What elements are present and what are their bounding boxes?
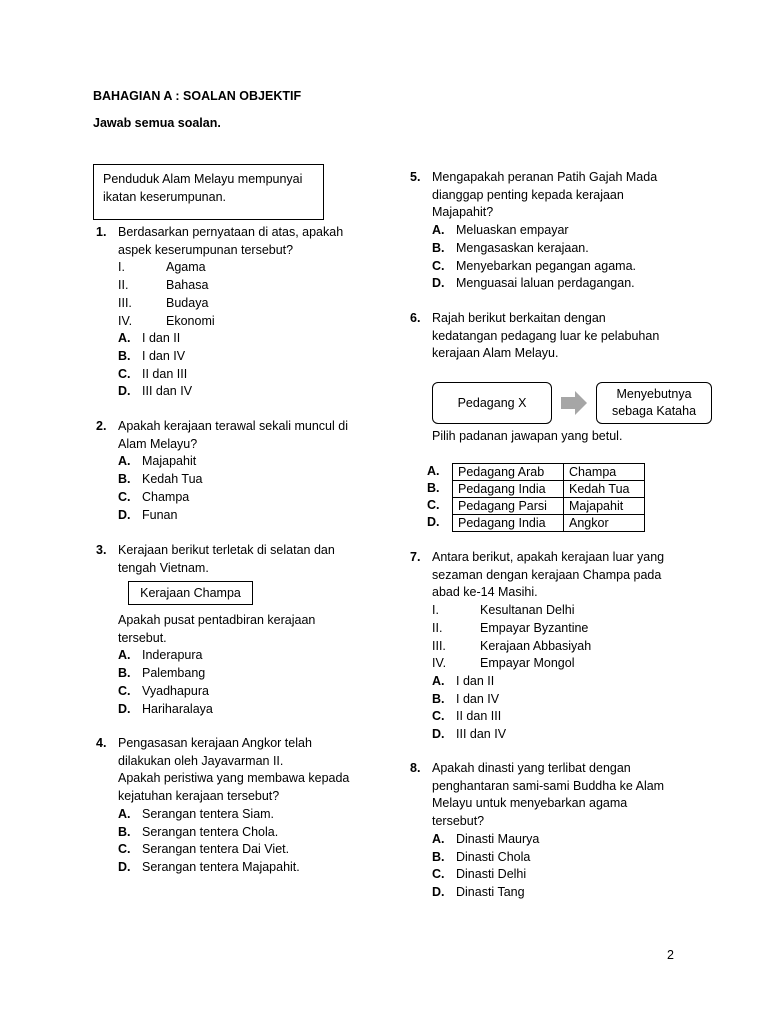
option-a bbox=[432, 831, 670, 849]
option-letter: C. bbox=[432, 709, 445, 724]
statement-text: Penduduk Alam Melayu mempunyai ikatan keserumpunan. bbox=[103, 172, 303, 204]
option-letter: D. bbox=[118, 701, 131, 716]
question-3 bbox=[96, 542, 356, 577]
option-letter: D. bbox=[432, 727, 445, 742]
option-letter: A. bbox=[118, 806, 131, 821]
option-text: Serangan tentera Majapahit. bbox=[142, 859, 300, 874]
option-letter: A. bbox=[118, 331, 131, 346]
roman-item bbox=[118, 277, 356, 295]
option-letter: B. bbox=[432, 849, 445, 864]
option-d bbox=[432, 275, 670, 293]
option-a bbox=[118, 806, 356, 824]
option-text: Vyadhapura bbox=[142, 683, 209, 698]
option-text: II dan III bbox=[142, 366, 188, 381]
question-5 bbox=[410, 169, 670, 293]
roman-text: Ekonomi bbox=[166, 313, 215, 328]
option-text: Hariharalaya bbox=[142, 701, 213, 716]
option-text: Serangan tentera Siam. bbox=[142, 806, 275, 821]
question-number: 5. bbox=[410, 170, 421, 184]
question-text: Apakah dinasti yang terlibat dengan penghantaran sami-sami Buddha ke Alam Melayu untuk menyebarkan agama tersebut? bbox=[432, 761, 665, 829]
option-text: Dinasti Delhi bbox=[456, 867, 527, 882]
question-text: Apakah kerajaan terawal sekali muncul di Alam Melayu? bbox=[118, 419, 348, 451]
table-row bbox=[453, 498, 645, 515]
option-a bbox=[432, 222, 670, 240]
option-letter: A. bbox=[432, 223, 445, 238]
table-letter: B. bbox=[427, 481, 440, 495]
menyebutnya-box bbox=[596, 382, 712, 424]
option-text: Serangan tentera Dai Viet. bbox=[142, 842, 290, 857]
option-text: III dan IV bbox=[456, 727, 507, 742]
question-number: 4. bbox=[96, 736, 107, 750]
instruction: Jawab semua soalan. bbox=[93, 116, 221, 130]
option-text: Inderapura bbox=[142, 648, 203, 663]
option-a bbox=[432, 673, 670, 691]
arrow-right-icon bbox=[561, 391, 587, 415]
roman-item bbox=[432, 655, 670, 673]
option-letter: C. bbox=[118, 842, 131, 857]
question-text: Pengasasan kerajaan Angkor telah dilakukan oleh Jayavarman II. bbox=[118, 736, 312, 768]
answer-table bbox=[452, 463, 645, 532]
table-cell: Pedagang Arab bbox=[453, 464, 564, 481]
question-3-body bbox=[118, 612, 356, 718]
question-number: 6. bbox=[410, 311, 421, 325]
question-7 bbox=[410, 549, 670, 744]
roman-text: Budaya bbox=[166, 295, 209, 310]
table-cell: Pedagang India bbox=[453, 515, 564, 532]
option-text: I dan IV bbox=[456, 691, 500, 706]
table-letter: C. bbox=[427, 498, 440, 512]
option-b bbox=[432, 691, 670, 709]
option-c bbox=[432, 708, 670, 726]
table-row bbox=[453, 464, 645, 481]
option-text: I dan IV bbox=[142, 348, 186, 363]
question-4 bbox=[96, 735, 356, 877]
option-text: Dinasti Maurya bbox=[456, 831, 540, 846]
question-text: Berdasarkan pernyataan di atas, apakah aspek keserumpunan tersebut? bbox=[118, 225, 344, 257]
roman-item bbox=[432, 602, 670, 620]
table-letter: D. bbox=[427, 515, 440, 529]
kerajaan-champa-box bbox=[128, 581, 253, 605]
roman-item bbox=[118, 295, 356, 313]
option-letter: C. bbox=[432, 258, 445, 273]
roman-numeral: I. bbox=[118, 260, 125, 275]
roman-numeral: I. bbox=[432, 603, 439, 618]
page-number: 2 bbox=[667, 948, 674, 962]
question-6 bbox=[410, 310, 670, 363]
option-text: Meluaskan empayar bbox=[456, 223, 569, 238]
option-c bbox=[118, 683, 356, 701]
option-c bbox=[118, 366, 356, 384]
question-number: 3. bbox=[96, 543, 107, 557]
roman-item bbox=[432, 638, 670, 656]
question-subtext: Apakah peristiwa yang membawa kepada kejatuhan kerajaan tersebut? bbox=[118, 771, 350, 804]
option-c bbox=[432, 866, 670, 884]
option-text: III dan IV bbox=[142, 384, 193, 399]
roman-text: Kerajaan Abbasiyah bbox=[480, 638, 592, 653]
option-letter: B. bbox=[118, 666, 131, 681]
option-letter: B. bbox=[432, 240, 445, 255]
table-cell: Angkor bbox=[564, 515, 645, 532]
option-text: I dan II bbox=[456, 673, 495, 688]
option-d bbox=[118, 859, 356, 877]
option-letter: B. bbox=[118, 348, 131, 363]
roman-numeral: II. bbox=[118, 278, 129, 293]
table-row bbox=[453, 515, 645, 532]
roman-numeral: IV. bbox=[432, 656, 447, 671]
diagram-left-label: Pedagang X bbox=[457, 395, 527, 410]
option-a bbox=[118, 330, 356, 348]
option-letter: C. bbox=[118, 683, 131, 698]
option-text: Mengasaskan kerajaan. bbox=[456, 240, 589, 255]
section-title: BAHAGIAN A : SOALAN OBJEKTIF bbox=[93, 89, 302, 103]
question-number: 2. bbox=[96, 419, 107, 433]
option-c bbox=[432, 258, 670, 276]
roman-text: Agama bbox=[166, 260, 206, 275]
roman-numeral: IV. bbox=[118, 313, 133, 328]
option-letter: A. bbox=[432, 831, 445, 846]
table-letter: A. bbox=[427, 464, 440, 478]
diagram-right-label: Menyebutnya sebaga Kataha bbox=[611, 387, 697, 418]
table-cell: Pedagang India bbox=[453, 481, 564, 498]
roman-text: Empayar Mongol bbox=[480, 656, 575, 671]
option-text: Palembang bbox=[142, 666, 206, 681]
question-1 bbox=[96, 224, 356, 401]
box-label: Kerajaan Champa bbox=[140, 586, 241, 600]
question-number: 1. bbox=[96, 225, 107, 239]
option-b bbox=[432, 849, 670, 867]
option-c bbox=[118, 841, 356, 859]
option-d bbox=[432, 884, 670, 902]
roman-item bbox=[118, 259, 356, 277]
option-letter: C. bbox=[432, 867, 445, 882]
roman-numeral: II. bbox=[432, 620, 443, 635]
roman-item bbox=[432, 620, 670, 638]
option-b bbox=[432, 240, 670, 258]
option-letter: D. bbox=[118, 859, 131, 874]
option-letter: D. bbox=[432, 884, 445, 899]
roman-numeral: III. bbox=[432, 638, 446, 653]
table-cell: Champa bbox=[564, 464, 645, 481]
option-letter: D. bbox=[118, 384, 131, 399]
roman-numeral: III. bbox=[118, 295, 132, 310]
option-letter: A. bbox=[118, 454, 131, 469]
question-number: 7. bbox=[410, 550, 421, 564]
statement-box bbox=[93, 164, 324, 220]
option-text: Menyebarkan pegangan agama. bbox=[456, 258, 636, 273]
table-cell: Majapahit bbox=[564, 498, 645, 515]
option-text: Serangan tentera Chola. bbox=[142, 824, 279, 839]
option-b bbox=[118, 348, 356, 366]
question-number: 8. bbox=[410, 761, 421, 775]
option-letter: A. bbox=[432, 673, 445, 688]
roman-text: Kesultanan Delhi bbox=[480, 603, 575, 618]
option-text: Dinasti Tang bbox=[456, 884, 525, 899]
option-text: Dinasti Chola bbox=[456, 849, 531, 864]
roman-text: Empayar Byzantine bbox=[480, 620, 589, 635]
option-a bbox=[118, 453, 356, 471]
option-c bbox=[118, 489, 356, 507]
question-text: Kerajaan berikut terletak di selatan dan tengah Vietnam. bbox=[118, 543, 335, 575]
option-text: II dan III bbox=[456, 709, 502, 724]
question-text: Rajah berikut berkaitan dengan kedatangan pedagang luar ke pelabuhan kerajaan Alam Melayu. bbox=[432, 311, 660, 361]
option-text: Kedah Tua bbox=[142, 472, 203, 487]
option-letter: B. bbox=[118, 824, 131, 839]
option-letter: C. bbox=[118, 489, 131, 504]
question-8 bbox=[410, 760, 670, 902]
option-letter: D. bbox=[432, 276, 445, 291]
option-b bbox=[118, 665, 356, 683]
option-letter: C. bbox=[118, 366, 131, 381]
option-d bbox=[118, 507, 356, 525]
option-d bbox=[118, 701, 356, 719]
option-text: I dan II bbox=[142, 331, 181, 346]
table-cell: Kedah Tua bbox=[564, 481, 645, 498]
question-2 bbox=[96, 418, 356, 524]
option-letter: B. bbox=[432, 691, 445, 706]
option-text: Menguasai laluan perdagangan. bbox=[456, 276, 635, 291]
option-d bbox=[432, 726, 670, 744]
option-b bbox=[118, 824, 356, 842]
option-letter: D. bbox=[118, 507, 131, 522]
roman-item bbox=[118, 313, 356, 331]
option-d bbox=[118, 383, 356, 401]
pedagang-x-box bbox=[432, 382, 552, 424]
option-letter: A. bbox=[118, 648, 131, 663]
option-letter: B. bbox=[118, 472, 131, 487]
option-text: Majapahit bbox=[142, 454, 197, 469]
table-row bbox=[453, 481, 645, 498]
question-subtext: Pilih padanan jawapan yang betul. bbox=[432, 429, 623, 443]
question-subtext: Apakah pusat pentadbiran kerajaan tersebut. bbox=[118, 613, 316, 645]
option-a bbox=[118, 647, 356, 665]
option-text: Funan bbox=[142, 507, 178, 522]
question-text: Antara berikut, apakah kerajaan luar yang sezaman dengan kerajaan Champa pada abad ke-14 Masihi. bbox=[432, 550, 665, 600]
option-b bbox=[118, 471, 356, 489]
option-text: Champa bbox=[142, 489, 190, 504]
table-cell: Pedagang Parsi bbox=[453, 498, 564, 515]
roman-text: Bahasa bbox=[166, 278, 209, 293]
question-text: Mengapakah peranan Patih Gajah Mada dianggap penting kepada kerajaan Majapahit? bbox=[432, 170, 658, 220]
